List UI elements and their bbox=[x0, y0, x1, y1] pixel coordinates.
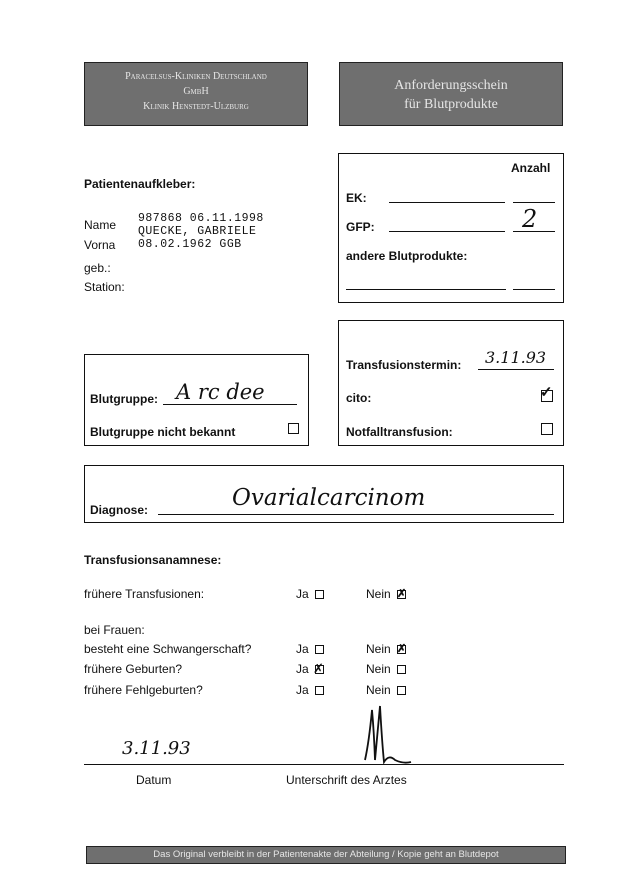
cito-label: cito: bbox=[346, 391, 372, 405]
miscarriages-ja bbox=[296, 683, 324, 697]
other-products-count-field[interactable] bbox=[513, 289, 555, 290]
prior-transfusions-question: frühere Transfusionen: bbox=[84, 587, 205, 601]
births-nein-checkbox[interactable] bbox=[397, 665, 406, 674]
ek-label: EK: bbox=[346, 191, 367, 205]
label-geb: geb.: bbox=[84, 261, 111, 275]
clinic-header bbox=[84, 62, 308, 126]
prior-transfusions-ja-checkbox[interactable] bbox=[315, 590, 324, 599]
other-products-field[interactable] bbox=[346, 289, 506, 290]
ek-count-field[interactable] bbox=[513, 202, 555, 203]
anzahl-label: Anzahl bbox=[511, 161, 551, 175]
notfall-checkbox[interactable] bbox=[541, 423, 553, 435]
signature-date-value: 3.11.93 bbox=[122, 738, 191, 759]
nein-label: Nein bbox=[366, 587, 391, 601]
miscarriages-question: frühere Fehlgeburten? bbox=[84, 683, 203, 697]
form-title-line2: für Blutprodukte bbox=[404, 97, 498, 112]
clinic-name: Paracelsus-Kliniken Deutschland bbox=[125, 71, 267, 82]
checked-mark: ✗ bbox=[397, 643, 407, 656]
nein-label: Nein bbox=[366, 683, 391, 697]
miscarriages-ja-checkbox[interactable] bbox=[315, 686, 324, 695]
other-products-label: andere Blutprodukte: bbox=[346, 249, 468, 263]
ek-field[interactable] bbox=[389, 202, 505, 203]
births-question: frühere Geburten? bbox=[84, 662, 183, 676]
blood-group-unknown-label: Blutgruppe nicht bekannt bbox=[90, 425, 236, 439]
blood-group-value: A rc dee bbox=[176, 380, 265, 404]
pregnancy-nein bbox=[366, 642, 406, 656]
physician-signature-label: Unterschrift des Arztes bbox=[286, 773, 407, 787]
notfall-label: Notfalltransfusion: bbox=[346, 425, 453, 439]
gfp-count-value: 2 bbox=[522, 205, 538, 233]
ja-label: Ja bbox=[296, 683, 309, 697]
ja-label: Ja bbox=[296, 587, 309, 601]
blood-group-unknown-checkbox[interactable] bbox=[288, 423, 299, 434]
label-name: Name bbox=[84, 218, 117, 232]
clinic-location: Klinik Henstedt-Ulzburg bbox=[143, 101, 249, 112]
pregnancy-ja-checkbox[interactable] bbox=[315, 645, 324, 654]
checked-mark: ✗ bbox=[397, 588, 407, 601]
footer-banner bbox=[86, 846, 566, 864]
ja-label: Ja bbox=[296, 642, 309, 656]
prior-transfusions-nein bbox=[366, 587, 406, 601]
transfusion-date-label: Transfusionstermin: bbox=[346, 358, 462, 372]
form-title-line1: Anforderungsschein bbox=[394, 78, 508, 93]
pregnancy-ja bbox=[296, 642, 324, 656]
patient-sticker bbox=[138, 212, 264, 251]
sticker-line-id: 987868 06.11.1998 bbox=[138, 212, 264, 225]
gfp-label: GFP: bbox=[346, 220, 375, 234]
births-ja-checkbox[interactable] bbox=[313, 661, 324, 677]
sticker-line-name: QUECKE, GABRIELE bbox=[138, 225, 257, 238]
nein-label: Nein bbox=[366, 642, 391, 656]
miscarriages-nein bbox=[366, 683, 406, 697]
label-station: Station: bbox=[84, 280, 125, 294]
date-label: Datum bbox=[136, 773, 172, 787]
ja-label: Ja bbox=[296, 662, 309, 676]
women-label: bei Frauen: bbox=[84, 623, 145, 637]
miscarriages-nein-checkbox[interactable] bbox=[397, 686, 406, 695]
label-vorname: Vorna bbox=[84, 238, 116, 252]
gfp-field[interactable] bbox=[389, 231, 505, 232]
footer-text: Das Original verbleibt in der Patientenakte der Abteilung / Kopie geht an Blutdepot bbox=[153, 849, 499, 860]
diagnosis-value: Ovarialcarcinom bbox=[232, 485, 426, 511]
prior-transfusions-ja bbox=[296, 587, 324, 601]
sticker-line-dob: 08.02.1962 GGB bbox=[138, 238, 242, 251]
form-title-box bbox=[339, 62, 563, 126]
diagnosis-label: Diagnose: bbox=[90, 503, 149, 517]
blood-group-field[interactable] bbox=[163, 404, 297, 405]
patient-sticker-label: Patientenaufkleber: bbox=[84, 177, 196, 191]
cito-check-mark: ✓ bbox=[540, 384, 553, 401]
transfusion-date-value: 3.11.93 bbox=[485, 348, 547, 367]
births-nein bbox=[366, 662, 406, 676]
anamnesis-title: Transfusionsanamnese: bbox=[84, 553, 222, 567]
checked-mark: ✗ bbox=[313, 661, 324, 677]
physician-signature bbox=[355, 702, 415, 768]
pregnancy-question: besteht eine Schwangerschaft? bbox=[84, 642, 252, 656]
blood-group-label: Blutgruppe: bbox=[90, 392, 158, 406]
clinic-gmbh: GmbH bbox=[183, 86, 209, 97]
signature-line[interactable] bbox=[84, 764, 564, 765]
births-ja bbox=[296, 662, 324, 676]
nein-label: Nein bbox=[366, 662, 391, 676]
diagnosis-field[interactable] bbox=[158, 514, 554, 515]
transfusion-date-field[interactable] bbox=[478, 369, 554, 370]
pregnancy-nein-checkbox[interactable] bbox=[397, 645, 406, 654]
prior-transfusions-nein-checkbox[interactable] bbox=[397, 590, 406, 599]
